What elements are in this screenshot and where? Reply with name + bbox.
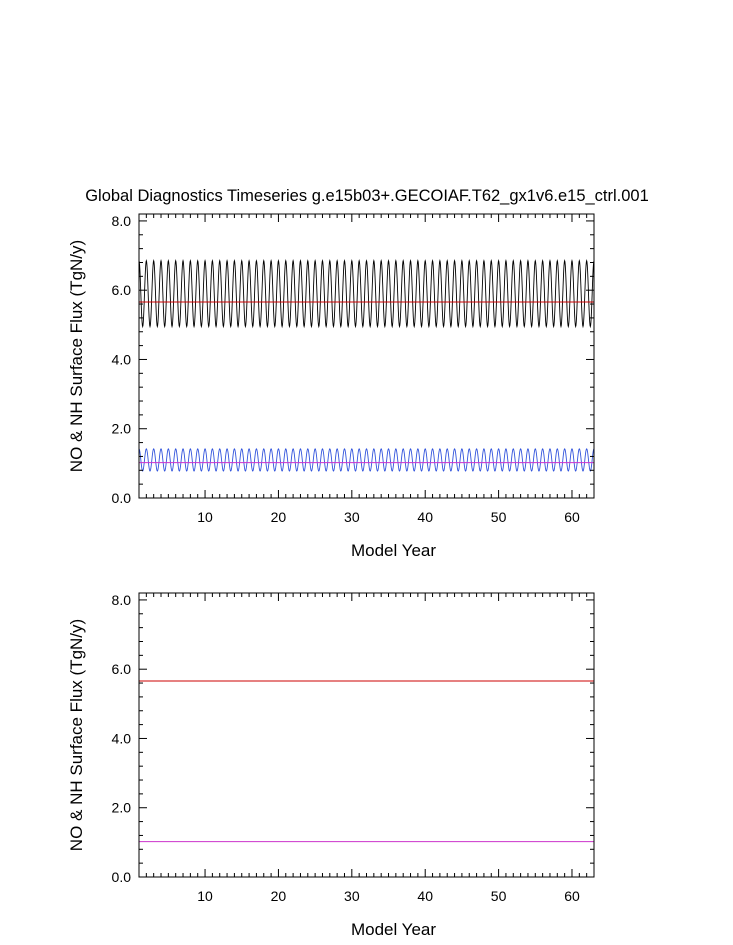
plot-frame bbox=[139, 593, 594, 877]
plot-area bbox=[139, 261, 594, 471]
x-tick-label: 20 bbox=[270, 888, 287, 904]
series-no_flux bbox=[139, 261, 594, 327]
y-tick-label: 6.0 bbox=[111, 661, 131, 678]
top-panel bbox=[67, 213, 594, 560]
x-tick-label: 20 bbox=[270, 509, 287, 525]
x-tick-label: 60 bbox=[564, 888, 580, 904]
y-tick-label: 4.0 bbox=[111, 351, 131, 368]
y-axis-label: NO & NH Surface Flux (TgN/y) bbox=[67, 618, 86, 852]
x-tick-label: 30 bbox=[344, 888, 360, 904]
y-tick-label: 8.0 bbox=[111, 591, 131, 608]
x-tick-label: 10 bbox=[197, 509, 213, 525]
x-axis-label: Model Year bbox=[350, 920, 437, 939]
y-tick-label: 6.0 bbox=[111, 282, 131, 299]
plot-area bbox=[139, 681, 594, 842]
series-nh_flux bbox=[139, 449, 594, 471]
bottom-panel bbox=[67, 592, 594, 939]
y-tick-label: 4.0 bbox=[111, 730, 131, 747]
y-axis-label: NO & NH Surface Flux (TgN/y) bbox=[67, 239, 86, 473]
x-tick-label: 10 bbox=[197, 888, 213, 904]
y-tick-label: 2.0 bbox=[111, 420, 131, 437]
x-tick-label: 40 bbox=[417, 888, 433, 904]
x-tick-label: 30 bbox=[344, 509, 360, 525]
x-axis-label: Model Year bbox=[350, 541, 437, 560]
y-tick-label: 2.0 bbox=[111, 799, 131, 816]
plot-frame bbox=[139, 214, 594, 498]
x-tick-label: 60 bbox=[564, 509, 580, 525]
y-tick-label: 0.0 bbox=[111, 869, 131, 885]
x-tick-label: 40 bbox=[417, 509, 433, 525]
page-title: Global Diagnostics Timeseries g.e15b03+.GECOIAF.T62_gx1v6.e15_ctrl.001 bbox=[85, 187, 649, 205]
y-tick-label: 8.0 bbox=[111, 212, 131, 229]
y-tick-label: 0.0 bbox=[111, 490, 131, 506]
x-tick-label: 50 bbox=[490, 888, 507, 904]
x-tick-label: 50 bbox=[490, 509, 507, 525]
